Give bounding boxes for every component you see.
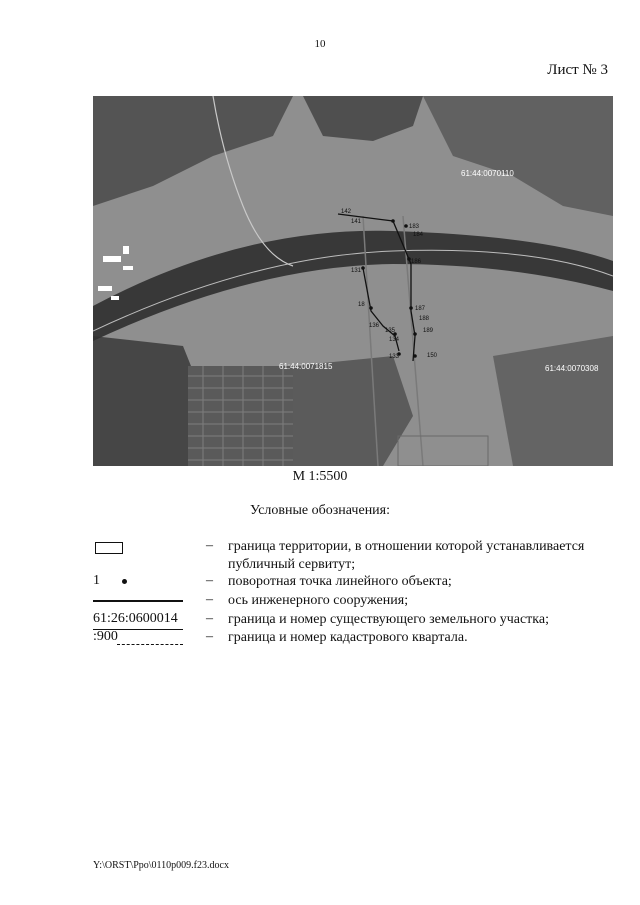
point-label: 134 [389,337,400,343]
point-label: 131 [351,268,362,274]
page-number: 10 [314,38,326,50]
point-label: 188 [419,316,430,322]
point-label: 187 [415,306,426,312]
legend-text: ось инженерного сооружения; [228,593,409,608]
legend-text: граница и номер существующего земельного участка; [228,612,549,627]
point-label: 184 [413,232,424,238]
dot-icon [122,579,127,584]
legend-text: граница территории, в отношении которой устанавливается публичный сервитут; [228,539,585,572]
point-label: 135 [385,328,396,334]
point-label: 183 [409,224,420,230]
point-number: 1 [93,573,100,588]
legend-title: Условные обозначения: [249,503,391,518]
point-label: 189 [423,328,434,334]
point-label: 142 [341,209,352,215]
parcel-label: 61:44:0070110 [461,169,514,178]
legend-dash: – [206,573,213,588]
legend-dash: – [206,629,213,644]
parcel-number: 61:26:0600014 [93,611,178,626]
point-label: 133 [389,354,400,360]
legend-dash: – [206,611,213,626]
legend-dash: – [206,592,213,607]
map-canvas [93,96,613,466]
legend-text: граница и номер кадастрового квартала. [228,630,468,645]
file-path: Y:\ORST\Ppo\0110p009.f23.docx [93,860,229,871]
point-label: 186 [411,259,422,265]
legend-text: поворотная точка линейного объекта; [228,574,452,589]
aerial-map [93,96,613,466]
point-label: 141 [351,219,362,225]
legend-dash: – [206,538,213,553]
point-label: 18 [358,302,365,308]
quarter-number: :900 [93,629,118,644]
map-scale: М 1:5500 [292,469,348,484]
sheet-label: Лист № 3 [547,62,608,78]
parcel-label: 61:44:0071815 [279,362,333,371]
point-label: 136 [369,323,380,329]
parcel-label: 61:44:0070308 [545,364,599,373]
point-label: 150 [427,353,438,359]
